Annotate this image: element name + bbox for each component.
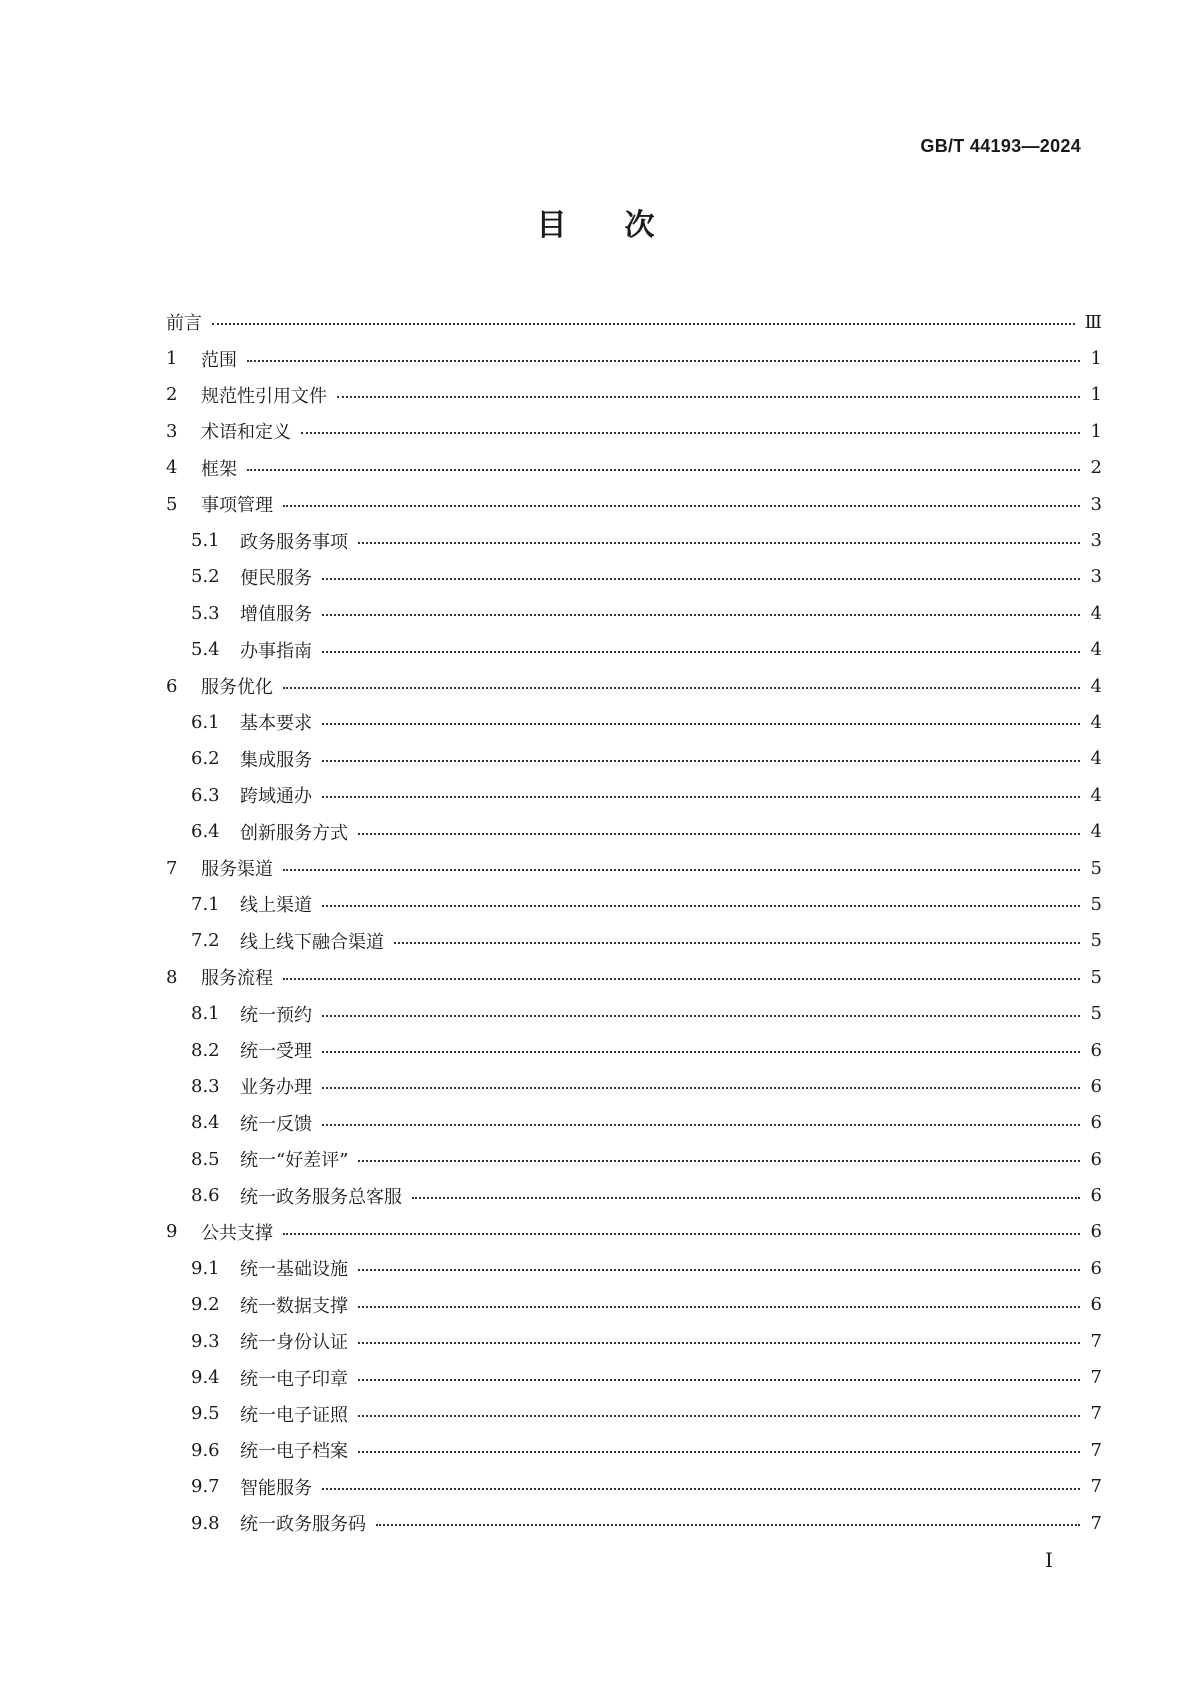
toc-entry[interactable]: [166, 304, 1102, 340]
toc-entry-label: 线上线下融合渠道: [240, 931, 384, 953]
toc-entry-number: 7.2: [191, 930, 220, 952]
toc-entry[interactable]: [166, 340, 1102, 376]
dot-leader: [358, 833, 1080, 835]
toc-entry[interactable]: [166, 522, 1102, 558]
toc-entry-page: 6: [1090, 1185, 1102, 1207]
toc-entry-page: 4: [1090, 784, 1102, 806]
toc-entry-page: 7: [1090, 1330, 1102, 1352]
toc-entry-number: 1: [166, 348, 178, 370]
toc-entry-number: 6.2: [191, 748, 220, 770]
dot-leader: [322, 1051, 1080, 1053]
toc-entry[interactable]: [166, 1469, 1102, 1505]
dot-leader: [322, 578, 1080, 580]
toc-entry[interactable]: [166, 813, 1102, 849]
toc-entry[interactable]: [166, 1359, 1102, 1395]
toc-entry-page: 6: [1090, 1112, 1102, 1134]
toc-entry-page: 1: [1090, 384, 1102, 406]
dot-leader: [322, 760, 1080, 762]
dot-leader: [322, 1124, 1080, 1126]
toc-entry-label: 统一电子证照: [240, 1404, 348, 1426]
dot-leader: [322, 1488, 1080, 1490]
standard-code: GB/T 44193—2024: [920, 136, 1081, 156]
dot-leader: [358, 1451, 1080, 1453]
toc-entry-label: 规范性引用文件: [201, 385, 327, 407]
toc-entry-number: 5.4: [191, 639, 220, 661]
toc-entry-label: 统一电子印章: [240, 1368, 348, 1390]
toc-entry-number: 6.4: [191, 821, 220, 843]
toc-entry-label: 智能服务: [240, 1477, 312, 1499]
toc-entry-page: 3: [1090, 530, 1102, 552]
toc-entry-number: 8.2: [191, 1039, 220, 1061]
toc-entry-page: Ⅲ: [1084, 311, 1102, 333]
toc-entry-page: 4: [1090, 639, 1102, 661]
dot-leader: [301, 432, 1080, 434]
toc-entry-number: 8.5: [191, 1148, 220, 1170]
toc-entry-page: 4: [1090, 748, 1102, 770]
toc-entry-label: 范围: [201, 349, 237, 371]
dot-leader: [358, 1269, 1080, 1271]
toc-entry[interactable]: [166, 450, 1102, 486]
toc-entry-number: 9.7: [191, 1476, 220, 1498]
dot-leader: [358, 1160, 1080, 1162]
toc-entry[interactable]: [166, 923, 1102, 959]
toc-entry-page: 6: [1090, 1221, 1102, 1243]
toc-entry-label: 统一预约: [240, 1004, 312, 1026]
toc-entry-label: 统一数据支撑: [240, 1295, 348, 1317]
toc-entry-page: 7: [1090, 1403, 1102, 1425]
dot-leader: [358, 1379, 1080, 1381]
toc-entry-label: 统一身份认证: [240, 1332, 348, 1354]
toc-entry[interactable]: [166, 1250, 1102, 1286]
toc-entry-number: 6.3: [191, 784, 220, 806]
toc-entry-number: 8: [166, 966, 178, 988]
dot-leader: [283, 1233, 1080, 1235]
toc-entry-label: 跨域通办: [240, 786, 312, 808]
toc-entry-number: 3: [166, 420, 178, 442]
dot-leader: [358, 1306, 1080, 1308]
toc-entry[interactable]: [166, 668, 1102, 704]
toc-entry-page: 1: [1090, 420, 1102, 442]
toc-entry-label: 术语和定义: [201, 422, 291, 444]
toc-entry-label: 业务办理: [240, 1077, 312, 1099]
table-of-contents: [166, 304, 1102, 1541]
toc-entry-number: 5.2: [191, 566, 220, 588]
toc-entry-label: 服务渠道: [201, 859, 273, 881]
dot-leader: [247, 469, 1080, 471]
toc-entry[interactable]: [166, 1068, 1102, 1104]
toc-entry-label: 基本要求: [240, 713, 312, 735]
toc-entry[interactable]: [166, 1032, 1102, 1068]
dot-leader: [322, 723, 1080, 725]
toc-entry-number: 6: [166, 675, 178, 697]
toc-entry[interactable]: [166, 632, 1102, 668]
toc-entry-label: 创新服务方式: [240, 822, 348, 844]
toc-entry-page: 4: [1090, 711, 1102, 733]
toc-entry-number: 4: [166, 457, 178, 479]
dot-leader: [283, 978, 1080, 980]
toc-entry-number: 8.6: [191, 1185, 220, 1207]
toc-entry-label: 统一政务服务码: [240, 1514, 366, 1536]
toc-entry-label: 统一电子档案: [240, 1441, 348, 1463]
toc-entry-page: 4: [1090, 821, 1102, 843]
toc-entry[interactable]: [166, 413, 1102, 449]
dot-leader: [376, 1524, 1080, 1526]
toc-entry-number: 7.1: [191, 893, 220, 915]
toc-entry[interactable]: [166, 559, 1102, 595]
toc-entry-page: 2: [1090, 457, 1102, 479]
toc-entry[interactable]: [166, 1141, 1102, 1177]
dot-leader: [283, 869, 1080, 871]
toc-entry-label: 服务流程: [201, 968, 273, 990]
toc-entry-number: 7: [166, 857, 178, 879]
toc-entry-label: 线上渠道: [240, 895, 312, 917]
toc-entry-number: 9.4: [191, 1367, 220, 1389]
toc-entry-label: 集成服务: [240, 749, 312, 771]
toc-entry-label: 统一基础设施: [240, 1259, 348, 1281]
dot-leader: [283, 505, 1080, 507]
toc-entry[interactable]: [166, 1323, 1102, 1359]
dot-leader: [412, 1197, 1080, 1199]
toc-entry[interactable]: [166, 777, 1102, 813]
toc-entry[interactable]: [166, 1287, 1102, 1323]
toc-entry[interactable]: [166, 704, 1102, 740]
toc-entry-number: 9.5: [191, 1403, 220, 1425]
toc-entry-page: 7: [1090, 1367, 1102, 1389]
toc-entry-label: 统一“好差评”: [240, 1150, 349, 1172]
toc-entry[interactable]: [166, 1432, 1102, 1468]
page-title: 目次: [536, 208, 713, 243]
toc-entry[interactable]: [166, 959, 1102, 995]
toc-entry-page: 5: [1090, 893, 1102, 915]
toc-entry-label: 增值服务: [240, 604, 312, 626]
toc-entry-page: 4: [1090, 675, 1102, 697]
toc-entry-page: 6: [1090, 1039, 1102, 1061]
toc-entry[interactable]: [166, 377, 1102, 413]
toc-entry-label: 服务优化: [201, 677, 273, 699]
dot-leader: [212, 323, 1075, 325]
toc-entry-label: 办事指南: [240, 640, 312, 662]
toc-entry-page: 6: [1090, 1294, 1102, 1316]
dot-leader: [337, 396, 1080, 398]
toc-entry[interactable]: [166, 741, 1102, 777]
toc-entry-number: 9.8: [191, 1512, 220, 1534]
toc-entry-number: 9.3: [191, 1330, 220, 1352]
toc-entry-number: 8.3: [191, 1075, 220, 1097]
toc-entry[interactable]: [166, 1396, 1102, 1432]
toc-entry-label: 统一受理: [240, 1041, 312, 1062]
toc-entry-page: 4: [1090, 602, 1102, 624]
dot-leader: [322, 651, 1080, 653]
dot-leader: [358, 1415, 1080, 1417]
toc-entry[interactable]: [166, 886, 1102, 922]
toc-entry[interactable]: [166, 995, 1102, 1031]
dot-leader: [322, 614, 1080, 616]
toc-entry-page: 6: [1090, 1148, 1102, 1170]
toc-entry-label: 框架: [201, 458, 237, 480]
toc-entry-label: 政务服务事项: [240, 531, 348, 553]
toc-entry[interactable]: [166, 1105, 1102, 1141]
toc-entry-page: 5: [1090, 1003, 1102, 1025]
toc-entry-label: 统一反馈: [240, 1113, 312, 1135]
toc-entry-page: 5: [1090, 966, 1102, 988]
toc-entry-label: 前言: [166, 313, 202, 335]
toc-entry-label: 统一政务服务总客服: [240, 1186, 402, 1208]
toc-entry-number: 9.2: [191, 1294, 220, 1316]
toc-entry-number: 9.1: [191, 1257, 220, 1279]
toc-entry-page: 6: [1090, 1075, 1102, 1097]
dot-leader: [283, 687, 1080, 689]
page-number: Ⅰ: [1045, 1548, 1053, 1572]
dot-leader: [358, 542, 1080, 544]
toc-entry-page: 1: [1090, 348, 1102, 370]
toc-entry-page: 3: [1090, 493, 1102, 515]
toc-entry-number: 5: [166, 493, 178, 515]
toc-entry-number: 5.3: [191, 602, 220, 624]
toc-entry[interactable]: [166, 1214, 1102, 1250]
toc-entry[interactable]: [166, 1177, 1102, 1213]
toc-entry[interactable]: [166, 850, 1102, 886]
toc-entry-label: 便民服务: [240, 567, 312, 589]
toc-entry-page: 6: [1090, 1257, 1102, 1279]
toc-entry-label: 公共支撑: [201, 1222, 273, 1244]
toc-entry[interactable]: [166, 595, 1102, 631]
dot-leader: [247, 360, 1080, 362]
toc-entry-page: 7: [1090, 1476, 1102, 1498]
toc-entry-page: 3: [1090, 566, 1102, 588]
dot-leader: [322, 1015, 1080, 1017]
toc-entry-page: 5: [1090, 857, 1102, 879]
toc-entry-page: 7: [1090, 1512, 1102, 1534]
dot-leader: [358, 1342, 1080, 1344]
toc-entry[interactable]: [166, 486, 1102, 522]
toc-entry-number: 5.1: [191, 530, 220, 552]
dot-leader: [322, 796, 1080, 798]
toc-entry-number: 9.6: [191, 1439, 220, 1461]
toc-entry-number: 8.1: [191, 1003, 220, 1025]
toc-entry-label: 事项管理: [201, 495, 273, 517]
dot-leader: [394, 942, 1080, 944]
toc-entry-number: 6.1: [191, 711, 220, 733]
toc-entry-number: 2: [166, 384, 178, 406]
toc-entry-page: 7: [1090, 1439, 1102, 1461]
toc-entry-number: 9: [166, 1221, 178, 1243]
dot-leader: [322, 1087, 1080, 1089]
toc-entry[interactable]: [166, 1505, 1102, 1541]
dot-leader: [322, 905, 1080, 907]
toc-entry-page: 5: [1090, 930, 1102, 952]
toc-entry-number: 8.4: [191, 1112, 220, 1134]
